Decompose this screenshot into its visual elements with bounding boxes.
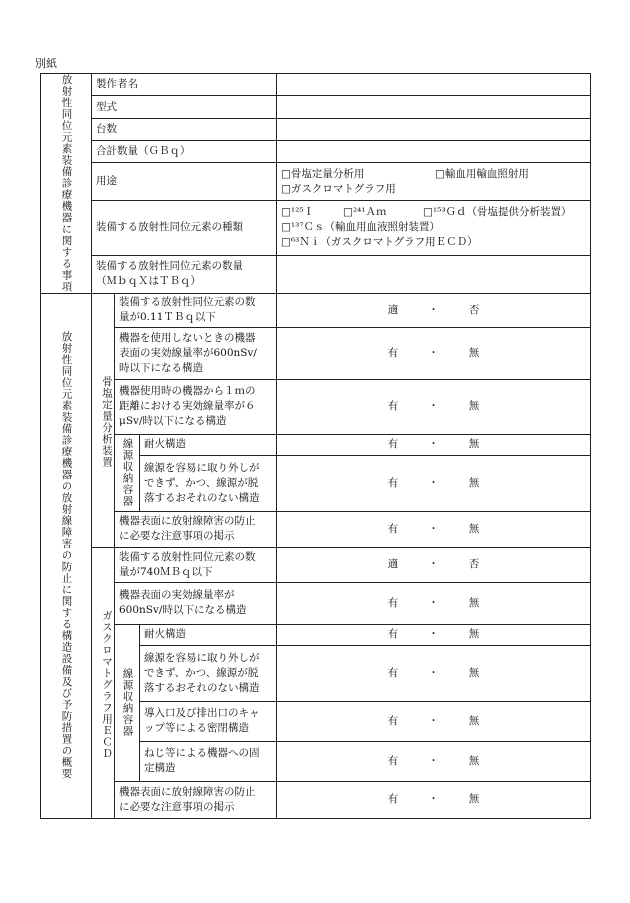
row-isotope-quantity — [41, 255, 591, 293]
label-model: 型式 — [92, 96, 277, 118]
label-isotope-types: 装備する放射性同位元素の種類 — [92, 200, 277, 255]
bone-criterion-quantity: 装備する放射性同位元素の数 量が0.11ＴＢｑ以下 — [115, 293, 277, 327]
gc-criterion-quantity: 装備する放射性同位元素の数 量が740ＭＢｑ以下 — [115, 547, 277, 582]
label-manufacturer: 製作者名 — [92, 74, 277, 96]
bone-answer-fireproof[interactable]: 有 ・ 無 — [277, 434, 591, 455]
value-count[interactable] — [277, 118, 591, 140]
checkbox-isotope-am241[interactable]: □²⁴¹Ａｍ — [343, 206, 387, 219]
checkbox-purpose-bone[interactable]: □骨塩定量分析用 — [281, 167, 365, 180]
value-model[interactable] — [277, 96, 591, 118]
label-total-quantity: 合計数量（ＧＢｑ） — [92, 141, 277, 163]
checkbox-purpose-transfusion[interactable]: □輸血用輸血照射用 — [435, 167, 529, 180]
bone-answer-1m-dose[interactable]: 有 ・ 無 — [277, 379, 591, 434]
section1-title: 放射性同位元素装備診療機器に関する事項 — [60, 74, 73, 293]
gc-answer-notice[interactable]: 有 ・ 無 — [277, 781, 591, 818]
checkbox-isotope-cs137[interactable]: □¹³⁷Ｃｓ（輸血用血液照射装置） — [281, 221, 441, 234]
checkbox-purpose-gc[interactable]: □ガスクロマトグラフ用 — [281, 182, 396, 195]
value-purpose — [277, 163, 591, 201]
gc-criterion-surface-dose: 機器表面の実効線量率が 600nSv/時以下になる構造 — [115, 582, 277, 624]
bone-criterion-secure-source: 線源を容易に取り外しが できず、かつ、線源が脱 落するおそれのない構造 — [140, 455, 277, 511]
bone-criterion-surface-dose: 機器を使用しないときの機器 表面の実効線量率が600nSv/ 時以下になる構造 — [115, 327, 277, 379]
document-label: 別紙 — [35, 57, 57, 70]
bone-answer-secure-source[interactable]: 有 ・ 無 — [277, 455, 591, 511]
gc-answer-surface-dose[interactable]: 有 ・ 無 — [277, 582, 591, 624]
row-bone-notice — [41, 511, 591, 547]
gc-criterion-notice: 機器表面に放射線障害の防止 に必要な注意事項の掲示 — [115, 781, 277, 818]
gc-criterion-fireproof: 耐火構造 — [140, 624, 277, 645]
row-gc-surface-dose — [41, 582, 591, 624]
value-isotope-quantity[interactable] — [277, 255, 591, 293]
checkbox-isotope-ni63[interactable]: □⁶³Ｎｉ（ガスクロマトグラフ用ＥＣＤ） — [281, 236, 478, 249]
row-count — [41, 118, 591, 140]
gc-criterion-secure-source: 線源を容易に取り外しが できず、かつ、線源が脱 落するおそれのない構造 — [140, 645, 277, 701]
gc-answer-sealed-cap[interactable]: 有 ・ 無 — [277, 701, 591, 741]
row-bone-quantity-limit — [41, 293, 591, 327]
bone-answer-quantity[interactable]: 適 ・ 否 — [277, 293, 591, 327]
row-isotope-types — [41, 200, 591, 255]
section2-title-cell — [41, 293, 92, 818]
section2-title: 放射性同位元素装備診療機器の放射線障害の防止に関する構造設備及び予防措置の概要 — [60, 331, 73, 780]
gc-answer-secure-source[interactable]: 有 ・ 無 — [277, 645, 591, 701]
row-manufacturer — [41, 74, 591, 96]
row-bone-surface-dose — [41, 327, 591, 379]
row-model — [41, 96, 591, 118]
bone-source-container-cell — [115, 434, 140, 511]
bone-device-title: 骨塩定量分析装置 — [101, 376, 113, 468]
row-bone-1m-dose — [41, 379, 591, 434]
gc-source-container-cell — [115, 624, 140, 781]
bone-answer-notice[interactable]: 有 ・ 無 — [277, 511, 591, 547]
gc-device-title-cell — [92, 547, 115, 818]
gc-answer-quantity[interactable]: 適 ・ 否 — [277, 547, 591, 582]
gc-answer-screw-fixing[interactable]: 有 ・ 無 — [277, 741, 591, 781]
gc-criterion-screw-fixing: ねじ等による機器への固 定構造 — [140, 741, 277, 781]
bone-criterion-notice: 機器表面に放射線障害の防止 に必要な注意事項の掲示 — [115, 511, 277, 547]
bone-criterion-1m-dose: 機器使用時の機器から１ｍの 距離における実効線量率が６ μSv/時以下になる構造 — [115, 379, 277, 434]
bone-source-container-title: 線源収納容器 — [121, 438, 134, 507]
checkbox-isotope-i125[interactable]: □¹²⁵Ｉ — [281, 206, 315, 219]
row-gc-quantity-limit — [41, 547, 591, 582]
label-purpose: 用途 — [92, 163, 277, 201]
bone-criterion-fireproof: 耐火構造 — [140, 434, 277, 455]
value-manufacturer[interactable] — [277, 74, 591, 96]
gc-answer-fireproof[interactable]: 有 ・ 無 — [277, 624, 591, 645]
row-total-quantity — [41, 141, 591, 163]
section1-title-cell — [41, 74, 92, 294]
value-isotope-types — [277, 200, 591, 255]
equipment-form-table — [40, 73, 591, 819]
gc-criterion-sealed-cap: 導入口及び排出口のキャ ップ等による密閉構造 — [140, 701, 277, 741]
value-total-quantity[interactable] — [277, 141, 591, 163]
bone-answer-surface-dose[interactable]: 有 ・ 無 — [277, 327, 591, 379]
row-purpose — [41, 163, 591, 201]
row-gc-notice — [41, 781, 591, 818]
bone-device-title-cell — [92, 293, 115, 547]
row-gc-fireproof — [41, 624, 591, 645]
row-bone-fireproof — [41, 434, 591, 455]
checkbox-isotope-gd153[interactable]: □¹⁵³Ｇｄ（骨塩提供分析装置） — [423, 206, 572, 219]
gc-device-title: ガスクロマトグラフ用ＥＣＤ — [101, 609, 113, 760]
label-count: 台数 — [92, 118, 277, 140]
gc-source-container-title: 線源収納容器 — [121, 668, 134, 737]
label-isotope-quantity: 装備する放射性同位元素の数量 （ＭｂｑＸはＴＢｑ） — [92, 255, 277, 293]
